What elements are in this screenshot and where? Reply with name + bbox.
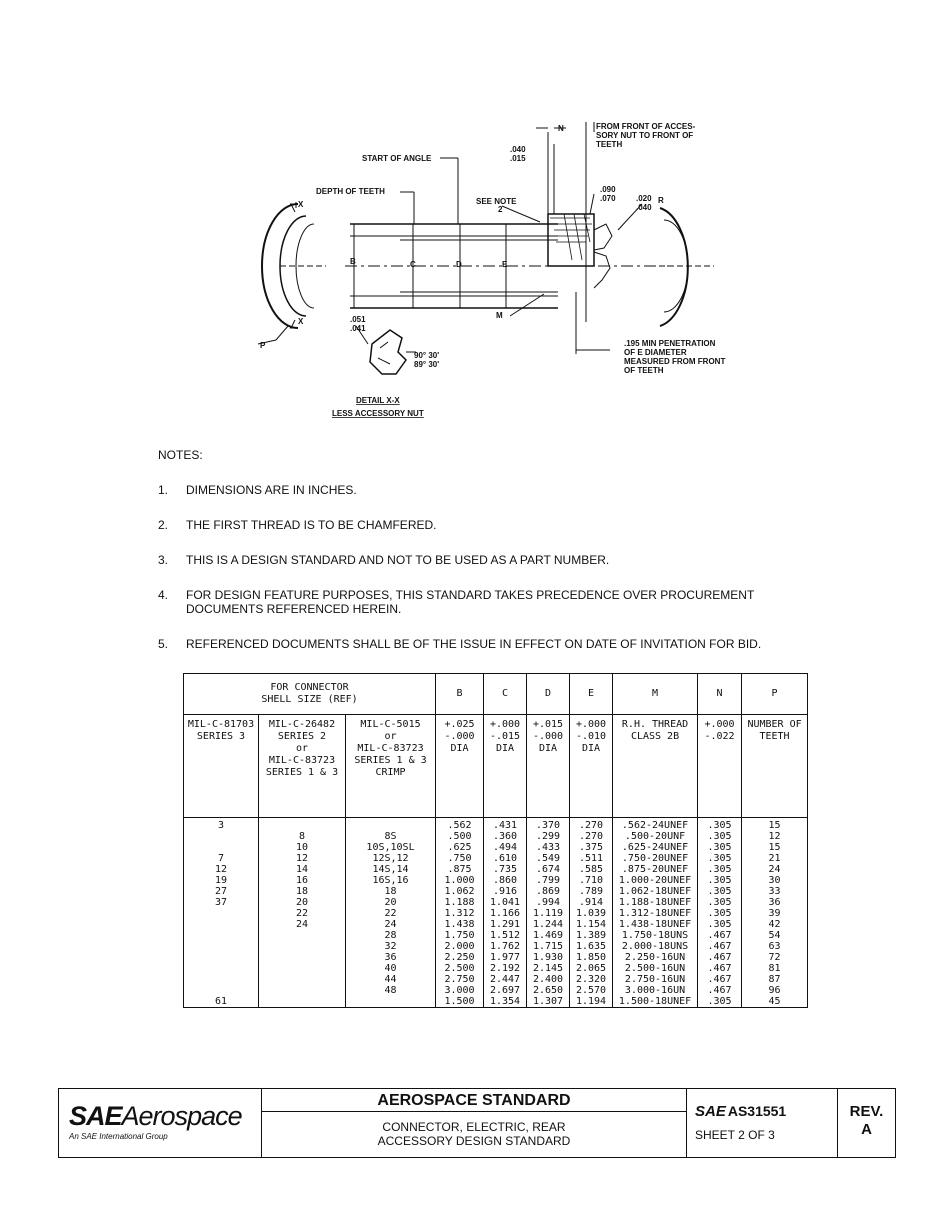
sae-aerospace-logo (59, 1089, 262, 1157)
cell-n: .467 (698, 963, 742, 974)
note-number: 4. (158, 588, 169, 602)
cell-b: 1.062 (436, 886, 484, 897)
label-from-front-2: SORY NUT TO FRONT OF (596, 131, 694, 140)
cell-e: .585 (570, 864, 613, 875)
cell-c: 2.192 (484, 963, 527, 974)
cell-mil26482 (259, 941, 346, 952)
label-n-bottom: .015 (510, 154, 526, 163)
label-dim-020: .020 (636, 194, 652, 203)
dimension-table (183, 673, 808, 1008)
notes-title: NOTES: (158, 448, 203, 462)
document-number-section (687, 1089, 838, 1157)
cell-b: .562 (436, 818, 484, 832)
cell-b: 2.250 (436, 952, 484, 963)
note-text: REFERENCED DOCUMENTS SHALL BE OF THE ISSUE IN EFFECT ON DATE OF INVITATION FOR BID. (186, 637, 762, 651)
table-row (184, 996, 808, 1008)
cell-e: 1.635 (570, 941, 613, 952)
label-see-note: SEE NOTE (476, 197, 517, 206)
cell-p: 42 (742, 919, 808, 930)
cell-n: .467 (698, 952, 742, 963)
cell-e: .270 (570, 831, 613, 842)
cell-m: 1.500-18UNEF (613, 996, 698, 1008)
cell-d: 1.469 (527, 930, 570, 941)
cell-m: .750-20UNEF (613, 853, 698, 864)
label-x-bottom: X (298, 317, 304, 326)
col-header-c: C (484, 674, 527, 715)
cell-mil26482 (259, 952, 346, 963)
label-detail-sub: LESS ACCESSORY NUT (332, 409, 424, 418)
cell-m: 3.000-16UN (613, 985, 698, 996)
cell-e: 1.194 (570, 996, 613, 1008)
cell-e: .375 (570, 842, 613, 853)
cell-b: 2.750 (436, 974, 484, 985)
table-row (184, 864, 808, 875)
label-dim-070: .070 (600, 194, 616, 203)
note-item (158, 588, 818, 616)
cell-m: .625-24UNEF (613, 842, 698, 853)
label-n-top: .040 (510, 145, 526, 154)
cell-mil5015: 48 (346, 985, 436, 996)
cell-mil5015 (346, 818, 436, 832)
cell-mil81703 (184, 908, 259, 919)
note-item (158, 637, 818, 651)
table-row (184, 908, 808, 919)
label-p-letter: P (260, 341, 266, 350)
table-row (184, 985, 808, 996)
cell-c: .860 (484, 875, 527, 886)
cell-c: 1.291 (484, 919, 527, 930)
note-text: FOR DESIGN FEATURE PURPOSES, THIS STANDARD TAKES PRECEDENCE OVER PROCUREMENT DOCUMENTS REFERENCED HEREIN. (186, 588, 755, 616)
label-dim-051: .051 (350, 315, 366, 324)
label-c-letter: C (410, 260, 416, 269)
cell-mil81703: 7 (184, 853, 259, 864)
title-block (58, 1088, 896, 1158)
table-row (184, 952, 808, 963)
subheader-d-tolerance: +.015 -.000 DIA (527, 715, 570, 818)
cell-p: 21 (742, 853, 808, 864)
label-penetration-3: MEASURED FROM FRONT (624, 357, 726, 366)
label-dim-090: .090 (600, 185, 616, 194)
cell-mil5015: 14S,14 (346, 864, 436, 875)
cell-mil81703: 12 (184, 864, 259, 875)
document-title (262, 1112, 686, 1157)
cell-mil5015: 40 (346, 963, 436, 974)
cell-mil81703 (184, 831, 259, 842)
cell-mil81703 (184, 842, 259, 853)
cell-n: .305 (698, 831, 742, 842)
cell-e: .789 (570, 886, 613, 897)
revision-value: A (861, 1121, 872, 1138)
cell-mil26482: 12 (259, 853, 346, 864)
note-text: THE FIRST THREAD IS TO BE CHAMFERED. (186, 518, 437, 532)
label-b-letter: B (350, 257, 356, 266)
cell-c: .431 (484, 818, 527, 832)
cell-mil81703 (184, 941, 259, 952)
cell-mil26482: 18 (259, 886, 346, 897)
cell-e: .710 (570, 875, 613, 886)
cell-mil5015: 20 (346, 897, 436, 908)
cell-e: 1.039 (570, 908, 613, 919)
label-n-letter: N (558, 124, 564, 133)
note-number: 2. (158, 518, 169, 532)
cell-mil81703 (184, 952, 259, 963)
engineering-drawing (240, 112, 760, 432)
cell-mil26482: 16 (259, 875, 346, 886)
cell-m: .562-24UNEF (613, 818, 698, 832)
cell-mil26482: 22 (259, 908, 346, 919)
label-start-of-angle: START OF ANGLE (362, 154, 432, 163)
document-title-line-2: ACCESSORY DESIGN STANDARD (377, 1134, 571, 1148)
note-item (158, 553, 818, 567)
cell-b: 2.500 (436, 963, 484, 974)
label-angle-1: 90° 30' (414, 351, 440, 360)
cell-b: 1.438 (436, 919, 484, 930)
note-number: 3. (158, 553, 169, 567)
cell-mil81703: 61 (184, 996, 259, 1008)
cell-mil5015: 32 (346, 941, 436, 952)
cell-b: 1.000 (436, 875, 484, 886)
cell-c: .735 (484, 864, 527, 875)
cell-n: .467 (698, 941, 742, 952)
sheet-number: SHEET 2 OF 3 (695, 1128, 775, 1142)
cell-c: 1.762 (484, 941, 527, 952)
label-e-letter: E (502, 260, 508, 269)
cell-mil81703 (184, 974, 259, 985)
cell-mil26482: 10 (259, 842, 346, 853)
notes-section (158, 448, 818, 672)
cell-c: 1.166 (484, 908, 527, 919)
col-header-b: B (436, 674, 484, 715)
table-row (184, 818, 808, 832)
label-x-top: X (298, 200, 304, 209)
cell-mil5015: 28 (346, 930, 436, 941)
label-m-letter: M (496, 311, 503, 320)
logo-bold: SAE (69, 1101, 122, 1131)
revision-label: REV. (849, 1103, 884, 1120)
cell-e: .511 (570, 853, 613, 864)
cell-e: 1.154 (570, 919, 613, 930)
table-row (184, 974, 808, 985)
cell-d: .994 (527, 897, 570, 908)
logo-rest: Aerospace (121, 1101, 242, 1131)
cell-d: .549 (527, 853, 570, 864)
label-penetration-4: OF TEETH (624, 366, 664, 375)
cell-p: 15 (742, 818, 808, 832)
cell-e: 2.065 (570, 963, 613, 974)
cell-n: .467 (698, 930, 742, 941)
cell-n: .305 (698, 853, 742, 864)
cell-mil5015: 24 (346, 919, 436, 930)
cell-e: .270 (570, 818, 613, 832)
label-angle-2: 89° 30' (414, 360, 440, 369)
cell-b: .625 (436, 842, 484, 853)
cell-mil5015: 8S (346, 831, 436, 842)
cell-mil5015: 18 (346, 886, 436, 897)
doc-number: AS31551 (727, 1103, 787, 1119)
cell-c: 1.041 (484, 897, 527, 908)
cell-m: 2.500-16UN (613, 963, 698, 974)
cell-c: 2.697 (484, 985, 527, 996)
document-number (695, 1103, 837, 1120)
cell-mil5015: 36 (346, 952, 436, 963)
cell-mil5015: 12S,12 (346, 853, 436, 864)
subheader-p-teeth: NUMBER OF TEETH (742, 715, 808, 818)
cell-e: 2.320 (570, 974, 613, 985)
table-row (184, 897, 808, 908)
cell-p: 54 (742, 930, 808, 941)
cell-c: 2.447 (484, 974, 527, 985)
connector-shell-header: FOR CONNECTOR SHELL SIZE (REF) (184, 674, 436, 715)
cell-d: 2.400 (527, 974, 570, 985)
cell-n: .467 (698, 985, 742, 996)
cell-m: 1.438-18UNEF (613, 919, 698, 930)
cell-d: .299 (527, 831, 570, 842)
cell-d: 1.307 (527, 996, 570, 1008)
cell-b: 1.188 (436, 897, 484, 908)
note-item (158, 483, 818, 497)
cell-mil26482: 8 (259, 831, 346, 842)
cell-b: 1.312 (436, 908, 484, 919)
cell-mil26482 (259, 963, 346, 974)
note-number: 1. (158, 483, 169, 497)
cell-d: 1.930 (527, 952, 570, 963)
cell-p: 63 (742, 941, 808, 952)
cell-mil26482 (259, 930, 346, 941)
cell-mil81703: 37 (184, 897, 259, 908)
cell-p: 33 (742, 886, 808, 897)
subheader-c-tolerance: +.000 -.015 DIA (484, 715, 527, 818)
cell-n: .305 (698, 897, 742, 908)
cell-n: .305 (698, 864, 742, 875)
cell-c: 1.354 (484, 996, 527, 1008)
cell-p: 81 (742, 963, 808, 974)
cell-d: 1.715 (527, 941, 570, 952)
label-dim-040: .040 (636, 203, 652, 212)
cell-d: 2.650 (527, 985, 570, 996)
cell-b: 3.000 (436, 985, 484, 996)
cell-d: 1.244 (527, 919, 570, 930)
cell-e: 1.850 (570, 952, 613, 963)
cell-mil5015: 10S,10SL (346, 842, 436, 853)
label-detail-title: DETAIL X-X (356, 396, 400, 405)
table-row (184, 886, 808, 897)
cell-m: 1.312-18UNEF (613, 908, 698, 919)
cell-p: 87 (742, 974, 808, 985)
document-title-line-1: CONNECTOR, ELECTRIC, REAR (382, 1120, 566, 1134)
subheader-mil-26482: MIL-C-26482 SERIES 2 or MIL-C-83723 SERIES 1 & 3 (259, 715, 346, 818)
logo-tagline: An SAE International Group (69, 1132, 168, 1141)
cell-p: 15 (742, 842, 808, 853)
subheader-b-tolerance: +.025 -.000 DIA (436, 715, 484, 818)
cell-mil81703 (184, 985, 259, 996)
cell-b: 2.000 (436, 941, 484, 952)
cell-e: .914 (570, 897, 613, 908)
cell-n: .305 (698, 842, 742, 853)
cell-mil26482 (259, 818, 346, 832)
cell-mil81703: 3 (184, 818, 259, 832)
cell-e: 1.389 (570, 930, 613, 941)
label-r-letter: R (658, 196, 664, 205)
label-from-front-1: FROM FRONT OF ACCES- (596, 122, 696, 131)
cell-mil26482: 14 (259, 864, 346, 875)
subheader-m-thread: R.H. THREAD CLASS 2B (613, 715, 698, 818)
cell-p: 72 (742, 952, 808, 963)
subheader-e-tolerance: +.000 -.010 DIA (570, 715, 613, 818)
cell-mil81703: 19 (184, 875, 259, 886)
cell-n: .305 (698, 919, 742, 930)
label-penetration-2: OF E DIAMETER (624, 348, 687, 357)
cell-mil26482 (259, 974, 346, 985)
cell-m: 2.000-18UNS (613, 941, 698, 952)
note-text: DIMENSIONS ARE IN INCHES. (186, 483, 357, 497)
revision-section (838, 1089, 895, 1157)
cell-p: 45 (742, 996, 808, 1008)
cell-p: 30 (742, 875, 808, 886)
subheader-n-tolerance: +.000 -.022 (698, 715, 742, 818)
cell-mil81703 (184, 963, 259, 974)
cell-b: 1.750 (436, 930, 484, 941)
cell-p: 24 (742, 864, 808, 875)
cell-b: .500 (436, 831, 484, 842)
cell-mil26482: 20 (259, 897, 346, 908)
cell-m: 1.750-18UNS (613, 930, 698, 941)
cell-p: 36 (742, 897, 808, 908)
cell-m: 1.000-20UNEF (613, 875, 698, 886)
cell-d: 2.145 (527, 963, 570, 974)
cell-n: .305 (698, 818, 742, 832)
label-d-letter: D (456, 260, 462, 269)
cell-e: 2.570 (570, 985, 613, 996)
cell-d: .433 (527, 842, 570, 853)
col-header-m: M (613, 674, 698, 715)
dimension-table-body (184, 818, 808, 1008)
cell-b: 1.500 (436, 996, 484, 1008)
table-row (184, 963, 808, 974)
cell-mil26482 (259, 985, 346, 996)
cell-m: 1.188-18UNEF (613, 897, 698, 908)
label-see-note-num: 2 (498, 205, 503, 214)
cell-mil26482 (259, 996, 346, 1008)
cell-p: 96 (742, 985, 808, 996)
cell-p: 12 (742, 831, 808, 842)
table-row (184, 842, 808, 853)
cell-mil81703 (184, 919, 259, 930)
col-header-e: E (570, 674, 613, 715)
subheader-mil-5015: MIL-C-5015 or MIL-C-83723 SERIES 1 & 3 CRIMP (346, 715, 436, 818)
cell-c: .360 (484, 831, 527, 842)
table-row (184, 930, 808, 941)
cell-d: .674 (527, 864, 570, 875)
table-row (184, 853, 808, 864)
cell-mil5015: 22 (346, 908, 436, 919)
col-header-d: D (527, 674, 570, 715)
title-section (262, 1089, 687, 1157)
cell-c: .494 (484, 842, 527, 853)
cell-c: 1.977 (484, 952, 527, 963)
subheader-mil-81703: MIL-C-81703 SERIES 3 (184, 715, 259, 818)
cell-mil5015: 16S,16 (346, 875, 436, 886)
cell-m: .875-20UNEF (613, 864, 698, 875)
cell-n: .305 (698, 875, 742, 886)
cell-n: .305 (698, 908, 742, 919)
cell-mil5015 (346, 996, 436, 1008)
note-number: 5. (158, 637, 169, 651)
cell-c: .610 (484, 853, 527, 864)
label-dim-041: .041 (350, 324, 366, 333)
doc-prefix: SAE (695, 1103, 726, 1120)
cell-b: .750 (436, 853, 484, 864)
cell-m: 2.250-16UN (613, 952, 698, 963)
table-row (184, 919, 808, 930)
cell-d: 1.119 (527, 908, 570, 919)
note-item (158, 518, 818, 532)
cell-p: 39 (742, 908, 808, 919)
cell-c: .916 (484, 886, 527, 897)
cell-d: .869 (527, 886, 570, 897)
cell-d: .370 (527, 818, 570, 832)
table-row (184, 875, 808, 886)
note-text: THIS IS A DESIGN STANDARD AND NOT TO BE USED AS A PART NUMBER. (186, 553, 610, 567)
table-row (184, 941, 808, 952)
logo-wordmark (69, 1101, 242, 1132)
standard-type: AEROSPACE STANDARD (262, 1089, 686, 1112)
cell-mil81703 (184, 930, 259, 941)
cell-c: 1.512 (484, 930, 527, 941)
cell-n: .305 (698, 996, 742, 1008)
cell-d: .799 (527, 875, 570, 886)
label-from-front-3: TEETH (596, 140, 623, 149)
cell-mil26482: 24 (259, 919, 346, 930)
cell-b: .875 (436, 864, 484, 875)
table-row (184, 831, 808, 842)
col-header-p: P (742, 674, 808, 715)
cell-mil5015: 44 (346, 974, 436, 985)
col-header-n: N (698, 674, 742, 715)
cell-mil81703: 27 (184, 886, 259, 897)
cell-n: .467 (698, 974, 742, 985)
label-depth-of-teeth: DEPTH OF TEETH (316, 187, 385, 196)
cell-m: 2.750-16UN (613, 974, 698, 985)
cell-n: .305 (698, 886, 742, 897)
label-penetration-1: .195 MIN PENETRATION (624, 339, 716, 348)
cell-m: 1.062-18UNEF (613, 886, 698, 897)
cell-m: .500-20UNF (613, 831, 698, 842)
